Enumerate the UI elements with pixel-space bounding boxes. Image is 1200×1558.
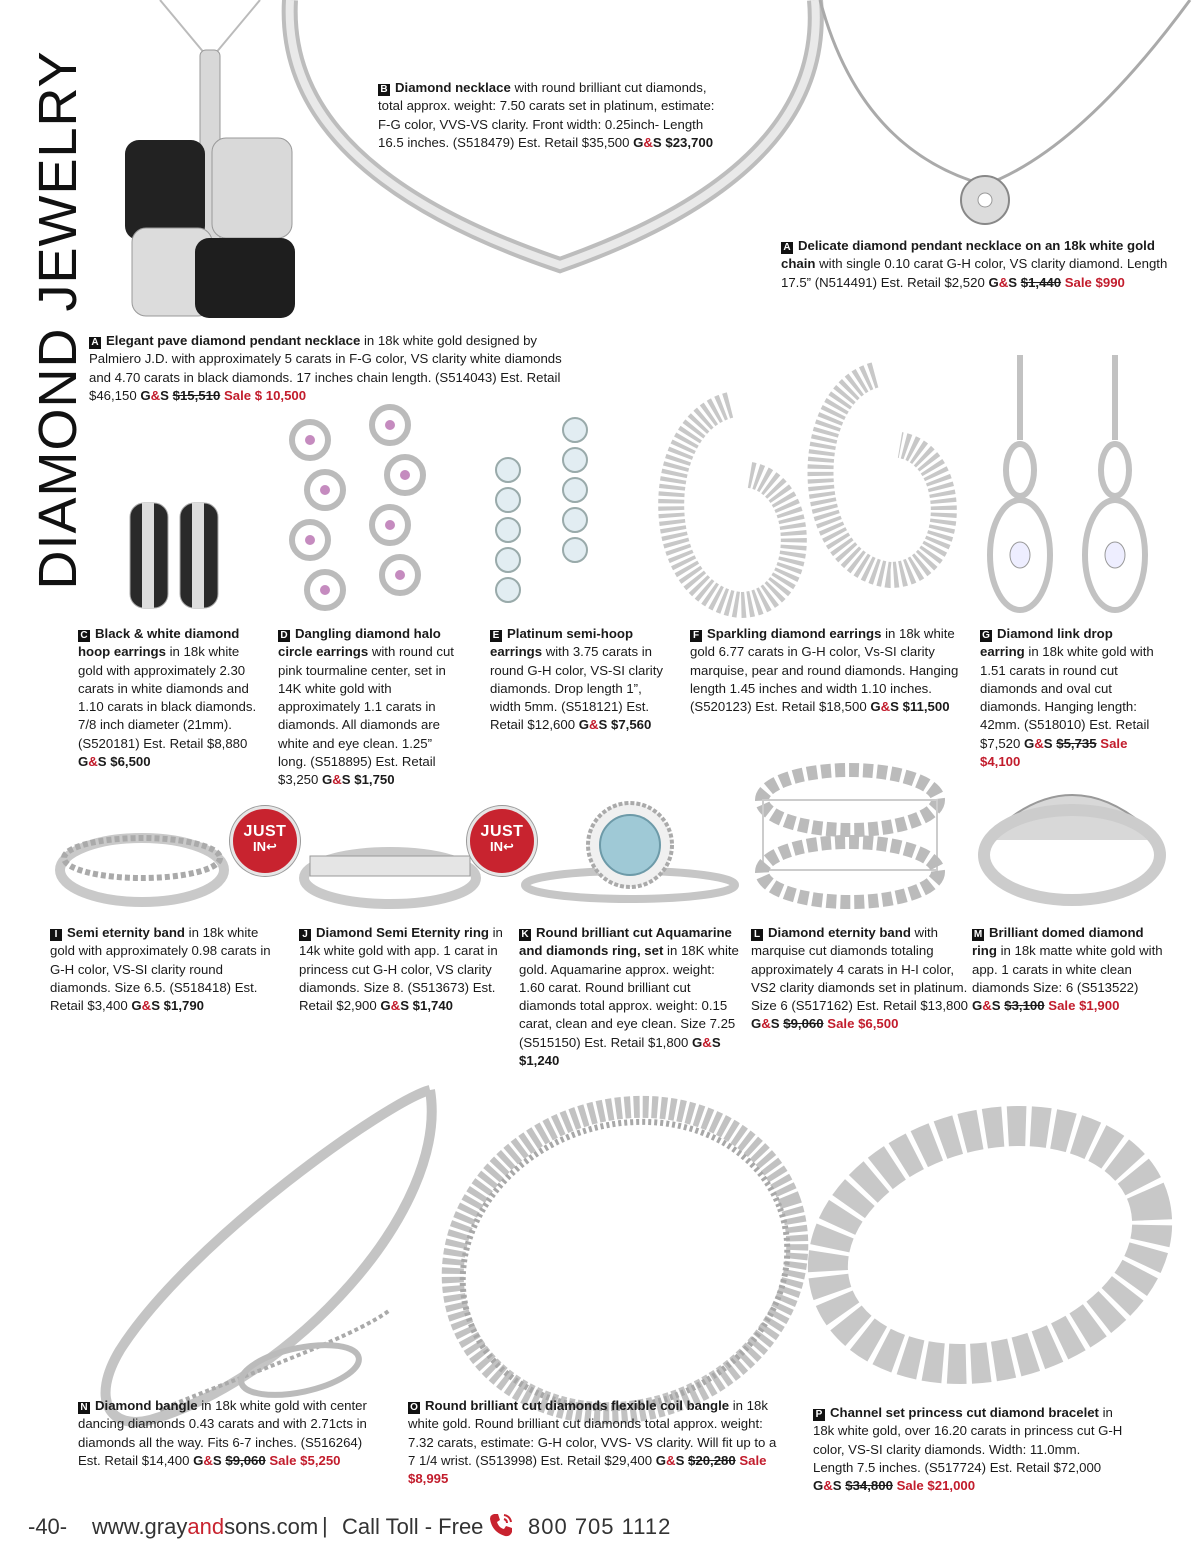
gs-label: G&S [131,998,160,1014]
product-caption-e [490,625,665,735]
gs-label: G&S [578,717,608,733]
sale-price: Sale $5,250 [269,1452,341,1468]
product-caption-o [408,1397,778,1488]
product-caption-i [50,924,280,1015]
hoop-earrings-image [125,498,235,613]
product-title: Delicate diamond pendant necklace on an 18k white gold chain [781,238,1155,272]
product-title: Sparkling diamond earrings [707,626,882,641]
item-letter-badge: O [408,1402,420,1414]
product-description: with round cut pink tourmaline center, set in 14K white gold with approximately 1.1 carats in diamonds. All diamonds are white and eye clean. 1.25” long. (S518895) Est. Retail $3,250 [278,644,454,788]
product-description: with 3.75 carats in round G-H color, VS-SI clarity diamonds. Drop length 1”, width 5mm. (S518121) Est. Retail $12,600 [490,644,663,733]
item-letter-badge: F [690,630,702,642]
sale-price: Sale $8,995 [408,1452,767,1487]
just-in-badge [467,806,537,876]
product-description: in 18k white gold, over 16.20 carats in princess cut G-H color, VS-SI clarity diamonds. Width: 11.0mm. Length 7.5 inches. (S517724) Est. Retail $72,000 [813,1405,1123,1475]
product-caption-m [972,924,1164,1015]
product-caption-g [980,625,1158,771]
section-title [28,40,88,600]
old-price: $20,280 [688,1452,736,1468]
princess-band-image [300,838,480,908]
item-letter-badge: J [299,929,311,941]
product-description: in 18k white gold designed by Palmiero J.D. with approximately 5 carats in F-G color, VS clarity white diamonds and 4.70 carats in black diamonds. 17 inches chain length. (S514043) Est. Retail $46,150 [89,333,562,403]
item-letter-badge: G [980,630,992,642]
product-caption-l [751,924,976,1034]
product-description: in 14k white gold with app. 1 carat in princess cut G-H color, VS clarity diamonds. Size 8. (S513673) Est. Retail $2,900 [299,925,503,1014]
gs-price: $11,500 [902,699,950,715]
product-caption-f [690,625,965,716]
old-price: $15,510 [172,387,221,403]
product-title: Diamond necklace [395,80,511,95]
product-caption-c [78,625,258,771]
sale-price: Sale $21,000 [896,1478,976,1494]
product-description: in 18K white gold. Aquamarine approx. weight: 1.60 carat. Round brilliant cut diamonds total approx. weight: 0.15 carat, clean and eye clean. Size 7.25 (S515150) Est. Retail $1,800 [519,943,739,1050]
product-description: with marquise cut diamonds totaling approximately 4 carats in H-I color, VS2 clarity diamonds set in platinum. Size 6 (S517162) Est. Retail $13,800 [751,925,968,1014]
product-title: Semi eternity band [67,925,185,940]
sale-price: Sale $4,100 [980,735,1128,770]
domed-ring-image [975,770,1170,910]
marquise-eternity-band-image [755,760,945,910]
halo-earrings-image [280,400,440,615]
product-description: with round brilliant cut diamonds, total approx. weight: 7.50 carats set in platinum, estimate: F-G color, VVS-VS clarity. Front width: 0.25inch- Length 16.5 inches. (S518479) Est. Retail $35,500 [378,80,715,150]
product-title: Round brilliant cut Aquamarine and diamonds ring, set [519,925,732,959]
phone-icon [486,1510,516,1540]
product-description: in 18k white gold with 1.51 carats in round cut diamonds and oval cut diamonds. Hanging length: 42mm. (S518010) Est. Retail $7,520 [980,644,1154,751]
channel-bracelet-image [800,1085,1180,1405]
product-title: Platinum semi-hoop earrings [490,626,634,660]
gs-label: G&S [78,754,107,770]
semi-eternity-band-image [52,820,232,910]
sale-price: Sale $6,500 [827,1016,899,1032]
gs-label: G&S [380,998,409,1014]
product-title: Channel set princess cut diamond bracelet [830,1405,1099,1420]
product-caption-a-pave [89,332,584,405]
product-caption-p [813,1404,1123,1495]
gs-label: G&S [988,274,1018,290]
gs-label: G&S [813,1478,842,1494]
product-description: in 18k matte white gold with app. 1 carats in white clean diamonds Size: 6 (S513522) [972,943,1163,995]
product-title: Elegant pave diamond pendant necklace [106,333,361,348]
item-letter-badge: C [78,630,90,642]
old-price: $9,060 [225,1452,266,1468]
gs-label: G&S [140,387,169,403]
semi-hoop-earrings-image [480,410,610,615]
gs-price: $1,790 [163,998,204,1014]
product-title: Diamond bangle [95,1398,198,1413]
sale-price: Sale $990 [1064,274,1125,290]
product-title: Brilliant domed diamond ring [972,925,1144,959]
item-letter-badge: K [519,929,531,941]
item-letter-badge: L [751,929,763,941]
product-title: Round brilliant cut diamonds flexible coil bangle [425,1398,730,1413]
badge-line1: JUST [243,823,287,840]
item-letter-badge: B [378,84,390,96]
sale-price: Sale $ 10,500 [223,387,307,403]
old-price: $3,100 [1004,998,1045,1014]
old-price: $1,440 [1020,274,1062,290]
item-letter-badge: N [78,1402,90,1414]
item-letter-badge: A [89,337,101,349]
product-caption-j [299,924,504,1015]
website-link[interactable]: www.grayandsons.com [92,1514,319,1539]
old-price: $9,060 [783,1016,824,1032]
product-description: with single 0.10 carat G-H color, VS clarity diamond. Length 17.5” (N514491) Est. Retail $2,520 [781,256,1168,290]
product-description: in 18k white gold with center dancing diamonds 0.43 carats and with 2.71cts in diamonds all the way. Fits 6-7 inches. (S516264) Est. Retail $14,400 [78,1398,367,1468]
gs-label: G&S [322,772,351,788]
product-title: Black & white diamond hoop earrings [78,626,240,660]
gs-price: $1,740 [412,998,453,1014]
delicate-pendant-image [820,0,1200,240]
product-title: Diamond eternity band [768,925,911,940]
just-in-badge [230,806,300,876]
gs-price: $1,750 [354,772,395,788]
gs-label: G&S [633,134,662,150]
footer-separator: | [322,1513,328,1538]
link-drop-earrings-image [985,350,1165,620]
gs-price: $6,500 [110,754,151,770]
old-price: $34,800 [845,1478,893,1494]
gs-label: G&S [692,1034,721,1050]
item-letter-badge: D [278,630,290,642]
gs-price: $1,240 [519,1053,560,1069]
item-letter-badge: I [50,929,62,941]
item-letter-badge: M [973,929,983,940]
product-caption-a-top [781,237,1176,292]
sale-price: Sale $1,900 [1048,998,1120,1014]
diamond-bangle-image [90,1080,460,1440]
coil-bangle-image [430,1080,820,1440]
product-title: Dangling diamond halo circle earrings [278,626,441,660]
product-caption-k [519,924,741,1070]
gs-price: $7,560 [610,717,652,733]
product-caption-n [78,1397,378,1470]
product-title: Diamond link drop earring [980,626,1113,660]
item-letter-badge: A [781,242,793,254]
gs-label: G&S [870,699,899,715]
product-caption-b [378,79,723,152]
gs-label: G&S [655,1452,685,1468]
gs-label: G&S [1024,735,1053,751]
product-title: Diamond Semi Eternity ring [316,925,489,940]
product-description: in 18k white gold with approximately 0.98 carats in G-H color, VS-SI clarity round diamonds. Size 6.5. (S518418) Est. Retail $3,400 [50,925,271,1014]
footer [28,1504,1178,1544]
product-description: in 18k white gold 6.77 carats in G-H color, Vs-SI clarity marquise, pear and round diamonds. Hanging length 1.45 inches and width 1.10 inches. (S520123) Est. Retail $18,500 [690,626,959,715]
sparkling-earrings-image [640,365,970,615]
gs-price: $23,700 [665,134,714,150]
badge-line2: IN↩ [253,839,277,854]
phone-number[interactable]: 800 705 1112 [528,1514,672,1539]
item-letter-badge: P [813,1409,825,1421]
badge-line1: JUST [480,823,524,840]
section-title-text: DIAMOND JEWELRY [28,50,88,590]
call-toll-free-label: Call Toll - Free [342,1514,484,1539]
gs-label: G&S [972,998,1001,1014]
aquamarine-ring-image [520,800,740,905]
old-price: $5,735 [1056,735,1097,751]
product-description: in 18k white gold with approximately 2.30 carats in white diamonds and 1.10 carats in black diamonds. 7/8 inch diameter (21mm). (S520181) Est. Retail $8,880 [78,644,257,751]
item-letter-badge: E [490,630,502,642]
page-number: -40- [28,1514,68,1539]
gs-label: G&S [193,1452,222,1468]
product-description: in 18k white gold. Round brilliant cut diamonds total approx. weight: 7.32 carats, estimate: G-H color, VVS- VS clarity. Will fit up to a 7 1/4 wrist. (S513998) Est. Retail $29,400 [408,1398,777,1468]
product-caption-d [278,625,463,790]
gs-label: G&S [751,1016,780,1032]
badge-line2: IN↩ [490,839,514,854]
